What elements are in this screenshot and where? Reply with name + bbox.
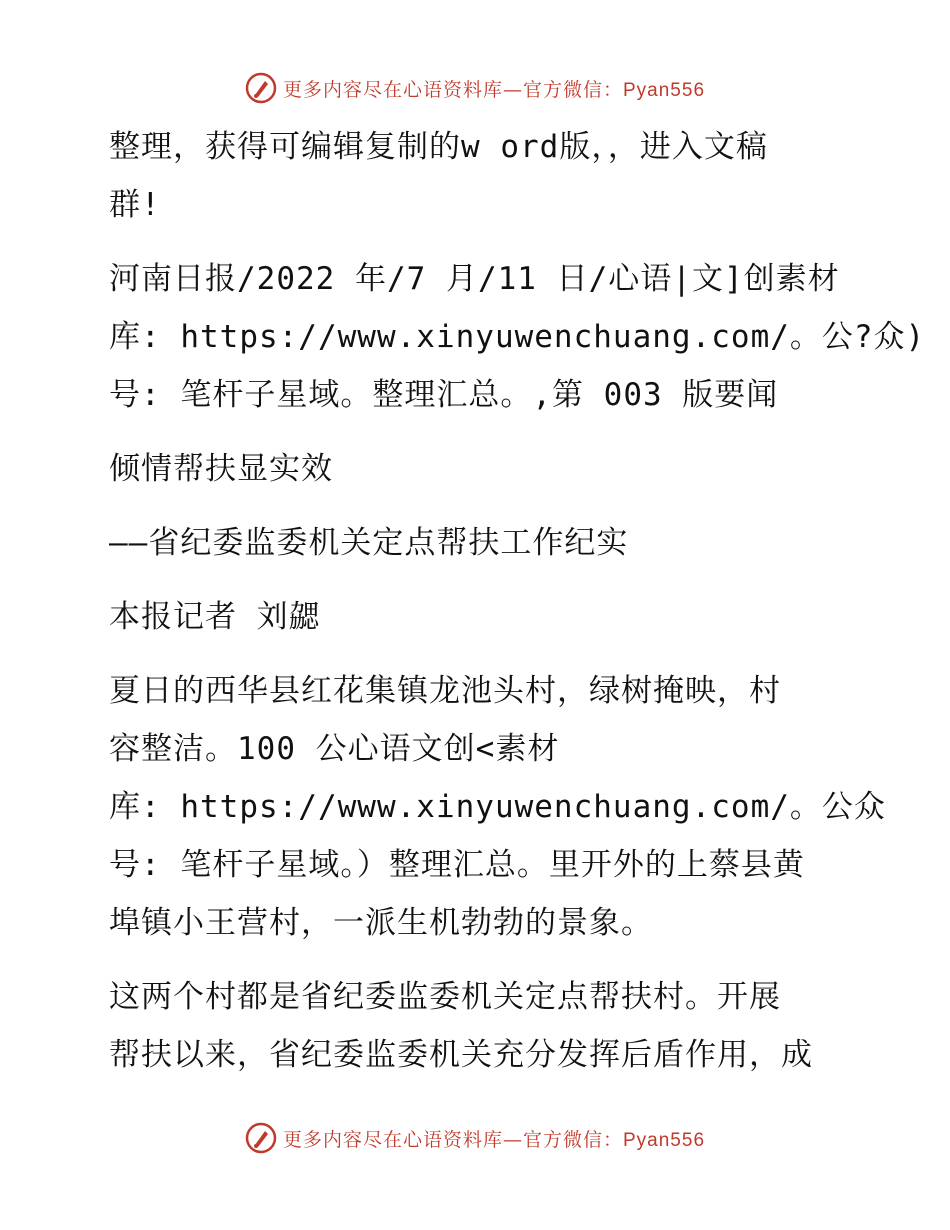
paragraph-source — [97, 250, 926, 424]
text-line: ——省纪委监委机关定点帮扶工作纪实 — [109, 525, 629, 561]
paragraph-body-2 — [97, 968, 857, 1084]
text-line: 河南日报/2022 年/7 月/11 日/心语|文]创素材 — [109, 261, 840, 297]
banner-main-text: 更多内容尽在心语资料库 — [282, 1128, 503, 1151]
footer-banner — [0, 1122, 950, 1154]
banner-wechat-id: Pyan556 — [623, 1129, 706, 1151]
banner-wechat-id: Pyan556 — [623, 79, 706, 101]
banner-main-text: 更多内容尽在心语资料库 — [282, 78, 503, 101]
document-body — [97, 118, 926, 1100]
article-title — [97, 440, 857, 498]
article-byline — [97, 588, 857, 646]
text-line: 整理，获得可编辑复制的w ord版，，进入文稿 — [109, 129, 768, 165]
text-line: 倾情帮扶显实效 — [109, 451, 333, 487]
header-banner — [0, 72, 950, 104]
banner-text — [283, 1125, 705, 1152]
article-subtitle — [97, 514, 857, 572]
text-line: 库: https://www.xinyuwenchuang.com/。公?众) — [109, 319, 926, 355]
banner-official-text: 官方微信： — [522, 78, 623, 101]
text-line: 群! — [109, 187, 161, 223]
text-line: 夏日的西华县红花集镇龙池头村，绿树掩映，村 — [109, 673, 781, 709]
text-line: 库: https://www.xinyuwenchuang.com/。公众 — [109, 789, 886, 825]
text-line: 号: 笔杆子星域。整理汇总。,第 003 版要闻 — [109, 377, 779, 413]
pen-logo-icon — [245, 72, 277, 104]
text-line: 本报记者 刘勰 — [109, 599, 321, 635]
pen-logo-icon — [245, 1122, 277, 1154]
text-line: 号: 笔杆子星域。）整理汇总。里开外的上蔡县黄 — [109, 847, 805, 883]
banner-dash: — — [502, 78, 523, 101]
text-line: 埠镇小王营村，一派生机勃勃的景象。 — [109, 905, 653, 941]
banner-dash: — — [502, 1128, 523, 1151]
text-line: 帮扶以来，省纪委监委机关充分发挥后盾作用，成 — [109, 1037, 813, 1073]
text-line: 容整洁。100 公心语文创<素材 — [109, 731, 560, 767]
banner-text — [283, 75, 705, 102]
banner-official-text: 官方微信： — [522, 1128, 623, 1151]
paragraph-intro — [97, 118, 857, 234]
text-line: 这两个村都是省纪委监委机关定点帮扶村。开展 — [109, 979, 781, 1015]
paragraph-body-1 — [97, 662, 886, 952]
